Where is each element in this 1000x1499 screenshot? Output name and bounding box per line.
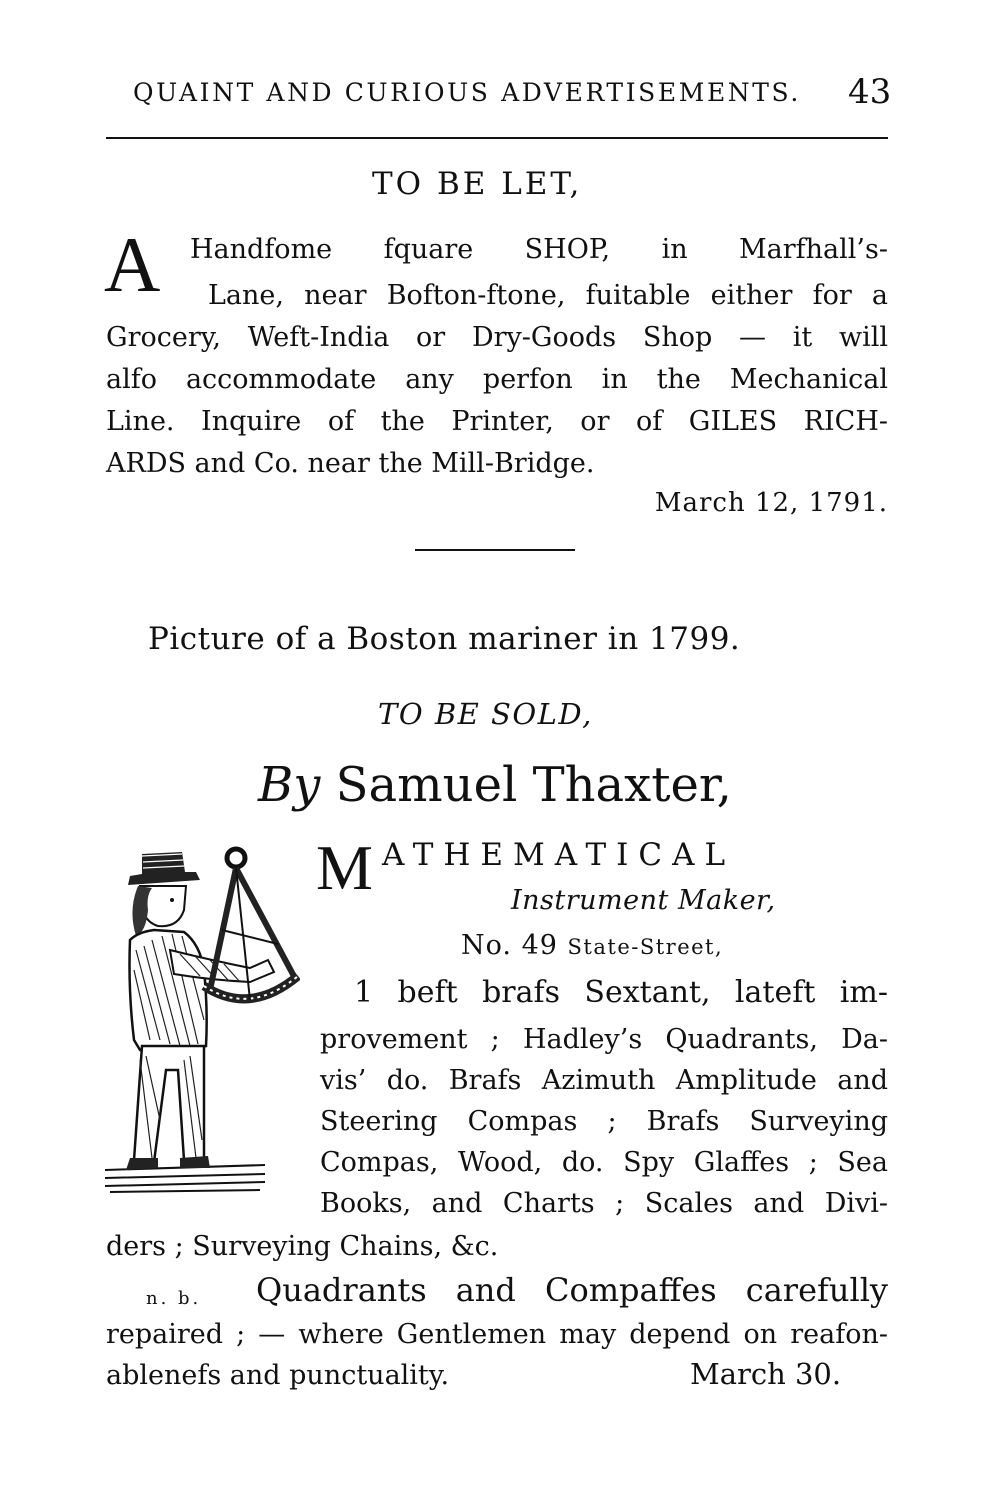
ad1-line: Grocery, Weft-India or Dry-Goods Shop — it will bbox=[106, 322, 888, 353]
ad2-body-line: 1 beft brafs Sextant, lateft im- bbox=[354, 975, 888, 1010]
ad2-body-line: Books, and Charts ; Scales and Divi- bbox=[320, 1188, 888, 1219]
ad2-subheading: Instrument Maker, bbox=[511, 885, 776, 916]
section-divider bbox=[415, 549, 575, 551]
mariner-sextant-illustration bbox=[100, 840, 300, 1200]
running-title: QUAINT AND CURIOUS ADVERTISEMENTS. bbox=[133, 78, 801, 107]
header-rule bbox=[106, 137, 888, 139]
ad2-body-line: Compas, Wood, do. Spy Glaffes ; Sea bbox=[320, 1147, 888, 1178]
ad1-title: TO BE LET, bbox=[372, 166, 583, 202]
ad1-line: alfo accommodate any perfon in the Mechanical bbox=[106, 364, 888, 395]
nb-line: Quadrants and Compaffes carefully bbox=[256, 1271, 888, 1309]
ad1-line: Lane, near Bofton-ftone, fuitable either for a bbox=[208, 280, 888, 311]
seller-name: Samuel Thaxter, bbox=[335, 757, 732, 813]
ad2-body-line: provement ; Hadley’s Quadrants, Da- bbox=[320, 1024, 888, 1055]
ad1-drop-cap: A bbox=[104, 221, 161, 308]
ad1-line: Line. Inquire of the Printer, or of GILES RICH- bbox=[106, 406, 888, 437]
by-word: By bbox=[258, 757, 321, 813]
ad2-date: March 30. bbox=[690, 1357, 842, 1391]
ad1-line: ARDS and Co. near the Mill-Bridge. bbox=[106, 448, 595, 479]
ad1-date: March 12, 1791. bbox=[654, 488, 888, 518]
nb-line: repaired ; — where Gentlemen may depend on reafon- bbox=[106, 1319, 888, 1350]
ad2-body-line: vis’ do. Brafs Azimuth Amplitude and bbox=[320, 1065, 888, 1096]
ad2-body-line: ders ; Surveying Chains, &c. bbox=[106, 1231, 499, 1262]
ad2-heading-cap: M bbox=[316, 832, 373, 903]
ad1-line: Handfome fquare SHOP, in Marfhall’s- bbox=[190, 234, 888, 265]
address-number: No. 49 bbox=[461, 930, 558, 961]
page-number: 43 bbox=[848, 72, 892, 112]
ad2-title: TO BE SOLD, bbox=[378, 697, 593, 731]
ad2-address bbox=[461, 930, 723, 961]
nb-label bbox=[146, 1288, 201, 1309]
illustration-caption: Picture of a Boston mariner in 1799. bbox=[148, 621, 741, 657]
address-street: State-Street, bbox=[567, 935, 724, 959]
seller-line bbox=[258, 757, 732, 813]
ad2-body-line: Steering Compas ; Brafs Surveying bbox=[320, 1106, 888, 1137]
nb-line: ablenefs and punctuality. bbox=[106, 1360, 450, 1391]
ad2-heading: ATHEMATICAL bbox=[382, 837, 736, 873]
nb-label-text: n. b. bbox=[146, 1288, 202, 1309]
